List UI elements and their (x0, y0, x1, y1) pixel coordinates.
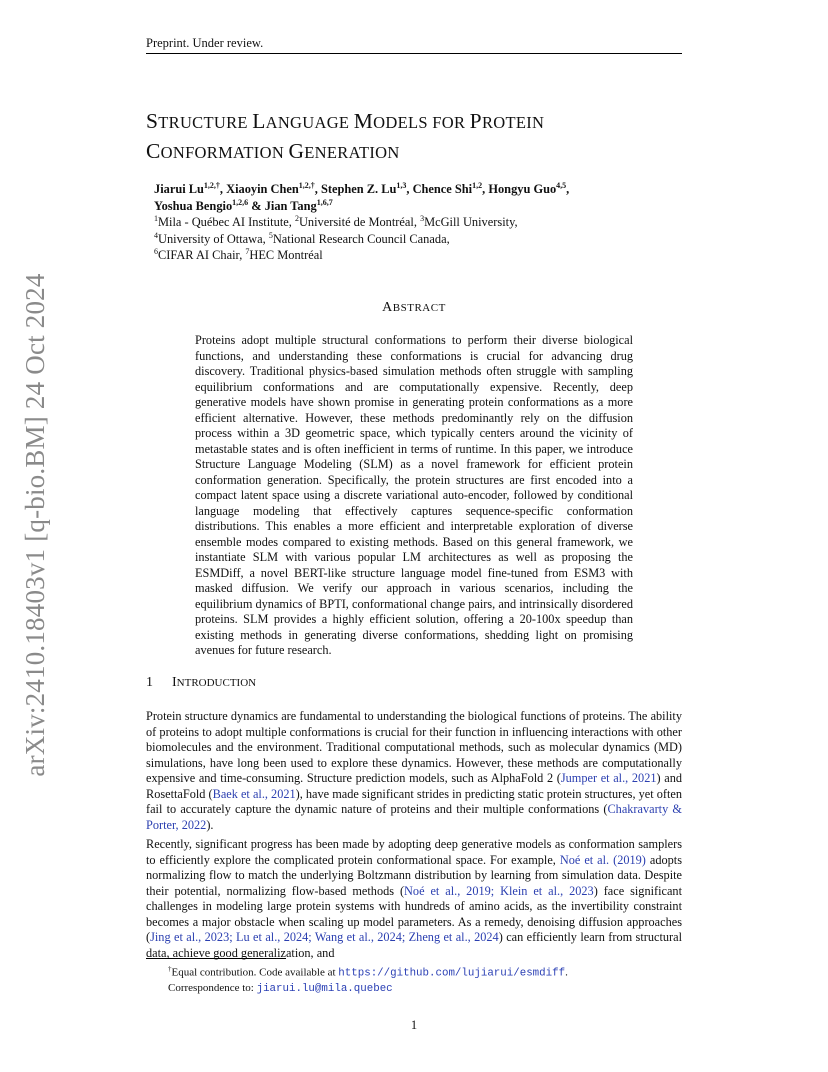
page-number: 1 (410, 1018, 418, 1032)
section-heading: 1 INTRODUCTION (146, 675, 257, 690)
running-header: Preprint. Under review. (146, 36, 264, 50)
footnote-rule (146, 958, 286, 959)
abstract-heading: ABSTRACT (382, 300, 446, 315)
citation-link[interactable]: Chakravarty & Porter, 2022 (146, 802, 682, 832)
arxiv-stamp: arXiv:2410.18403v1 [q-bio.BM] 24 Oct 2024 (20, 273, 50, 777)
intro-paragraph-1: Protein structure dynamics are fundamental to understanding the biological functions of proteins. The ability of proteins to adopt multiple conformations is crucial for their function in influencing interactions with other biomolecules and the environment. Traditional computational methods, such as molecular dynamics (MD) simulations, have long been used to explore these dynamics. However, these methods are computationally expensive and time-consuming. Structure prediction models, such as AlphaFold 2 (Jumper et al., 2021) and RosettaFold (Baek et al., 2021), have made significant strides in predicting static protein structures, yet often fail to accurately capture the dynamic nature of proteins and their multiple conformations (Chakravarty & Porter, 2022). (146, 709, 683, 832)
affiliation-line-1: $^1$Mila - Québec AI Institute, $^2$Université de Montréal, $^3$McGill University, (154, 213, 518, 229)
author-block (154, 181, 674, 264)
citation-link[interactable]: Jumper et al., 2021 (560, 771, 657, 785)
author-list: Jiarui $Lu^{1,2,\dagger}$, Xiaoyin Chen$^{1,2,\dagger}$, Stephen Z. Lu$^{1,3}$, Chence Shi$^{1,2}$, Hongyu Guo$^{4,5}$, Yoshua Bengio$^{1,2,6}$ & Jian Tang$^{1,6,7}$ (154, 180, 570, 213)
header-rule (146, 53, 682, 54)
code-url-link[interactable]: https://github.com/lujiarui/esmdiff (338, 967, 566, 980)
footnote: †Equal contribution. Code available at https://github.com/lujiarui/esmdiff. Correspondence to: jiarui.lu@mila.quebec (168, 965, 568, 996)
paper-title: STRUCTURE LANGUAGE MODELS FOR PROTEIN CONFORMATION GENERATION (146, 109, 545, 163)
abstract-text: Proteins adopt multiple structural conformations to perform their diverse biological functions, and understanding these conformations is crucial for advancing drug discovery. Traditional physics-based simulation methods often struggle with sampling equilibrium conformations and are computationally expensive. Recently, deep generative models have shown promise in generating protein conformations as a more efficient alternative. However, these methods predominantly rely on the diffusion process within a 3D geometric space, which typically centers around the vicinity of metastable states and is often inefficient in terms of runtime. In this paper, we introduce Structure Language Modeling (SLM) as a novel framework for efficient protein conformation generation. Specifically, the protein structures are first encoded into a compact latent space using a discrete variational auto-encoder, followed by conditional language modeling that effectively captures sequence-specific conformation distributions. This enables a more efficient and interpretable exploration of diverse ensemble modes compared to existing methods. Based on this general framework, we instantiate SLM with various popular LM architectures as well as proposing the ESMDiff, a novel BERT-like structure language model fine-tuned from ESM3 with masked diffusion. We verify our approach in various scenarios, including the equilibrium dynamics of BPTI, conformational change pairs, and intrinsically disordered proteins. SLM provides a highly efficient solution, offering a 20-100x speedup than existing methods in generating diverse conformations, shedding light on promising avenues for future research. (195, 333, 633, 657)
affiliation-line-2: $^4$University of Ottawa, $^5$National Research Council Canada, (154, 230, 450, 246)
citation-link[interactable]: Noé et al. (2019) (559, 852, 646, 867)
email-link[interactable]: jiarui.lu@mila.quebec (256, 983, 393, 996)
citation-link[interactable]: Jing et al., 2023; Lu et al., 2024; Wang et al., 2024; Zheng et al., 2024 (150, 930, 499, 944)
citation-link[interactable]: Noé et al., 2019; Klein et al., 2023 (404, 883, 594, 898)
intro-paragraph-2: Recently, significant progress has been made by adopting deep generative models as conformation samplers to efficiently explore the complicated protein conformational space. For example, Noé et al. (2019) adopts normalizing flow to match the underlying Boltzmann distribution by learning from simulation data. Despite their potential, normalizing flow-based methods (Noé et al., 2019; Klein et al., 2023) face significant challenges in modeling large protein systems with hundreds of amino acids, as the invertibility constraint becomes a major obstacle when scaling up model parameters. As a remedy, denoising diffusion approaches (Jing et al., 2023; Lu et al., 2024; Wang et al., 2024; Zheng et al., 2024) can efficiently learn from structural data, achieve good generalization, and (146, 837, 682, 960)
citation-link[interactable]: Baek et al., 2021 (212, 786, 296, 801)
affiliation-line-3: $^6$CIFAR AI Chair, $^7$HEC Montréal (154, 246, 323, 262)
